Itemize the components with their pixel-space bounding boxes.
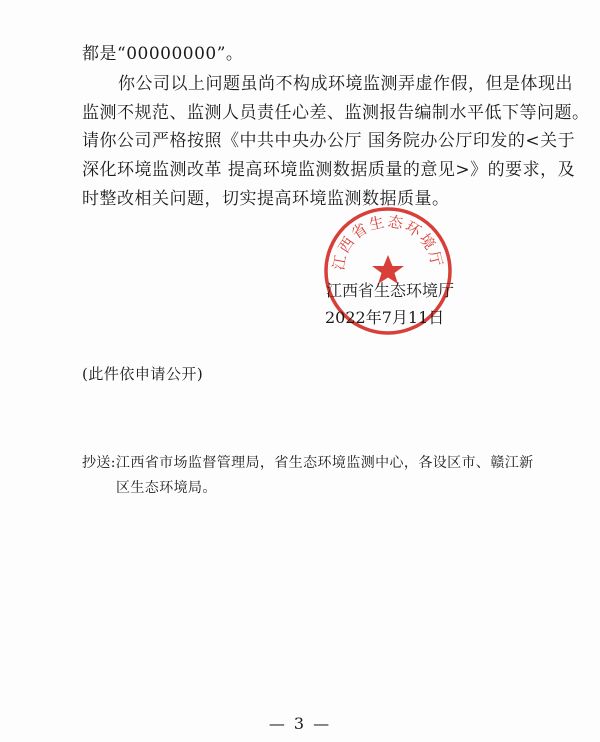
- disclosure-note: (此件依申请公开): [82, 365, 204, 383]
- body-line-3: 监测不规范、监测人员责任心差、监测报告编制水平低下等问题。: [82, 103, 590, 123]
- body-line-6: 时整改相关问题，切实提高环境监测数据质量。: [82, 189, 450, 209]
- signature-org: 江西省生态环境厅: [326, 281, 455, 300]
- page-number: — 3 —: [268, 714, 332, 733]
- body-line-2: 你公司以上问题虽尚不构成环境监测弄虚作假，但是体现出: [118, 74, 573, 94]
- signature-date: 2022年7月11日: [325, 308, 445, 327]
- cc-line-2: 区生态环境局。: [116, 480, 217, 496]
- body-line-5: 深化环境监测改革 提高环境监测数据质量的意见>》的要求，及: [82, 160, 576, 180]
- body-line-1: 都是“00000000”。: [82, 44, 244, 64]
- body-line-4: 请你公司严格按照《中共中央办公厅 国务院办公厅印发的<关于: [82, 131, 576, 151]
- svg-text:江西省生态环境厅: 江西省生态环境厅: [329, 212, 447, 272]
- cc-line-1: 抄送:江西省市场监督管理局，省生态环境监测中心，各设区市、赣江新: [82, 455, 534, 471]
